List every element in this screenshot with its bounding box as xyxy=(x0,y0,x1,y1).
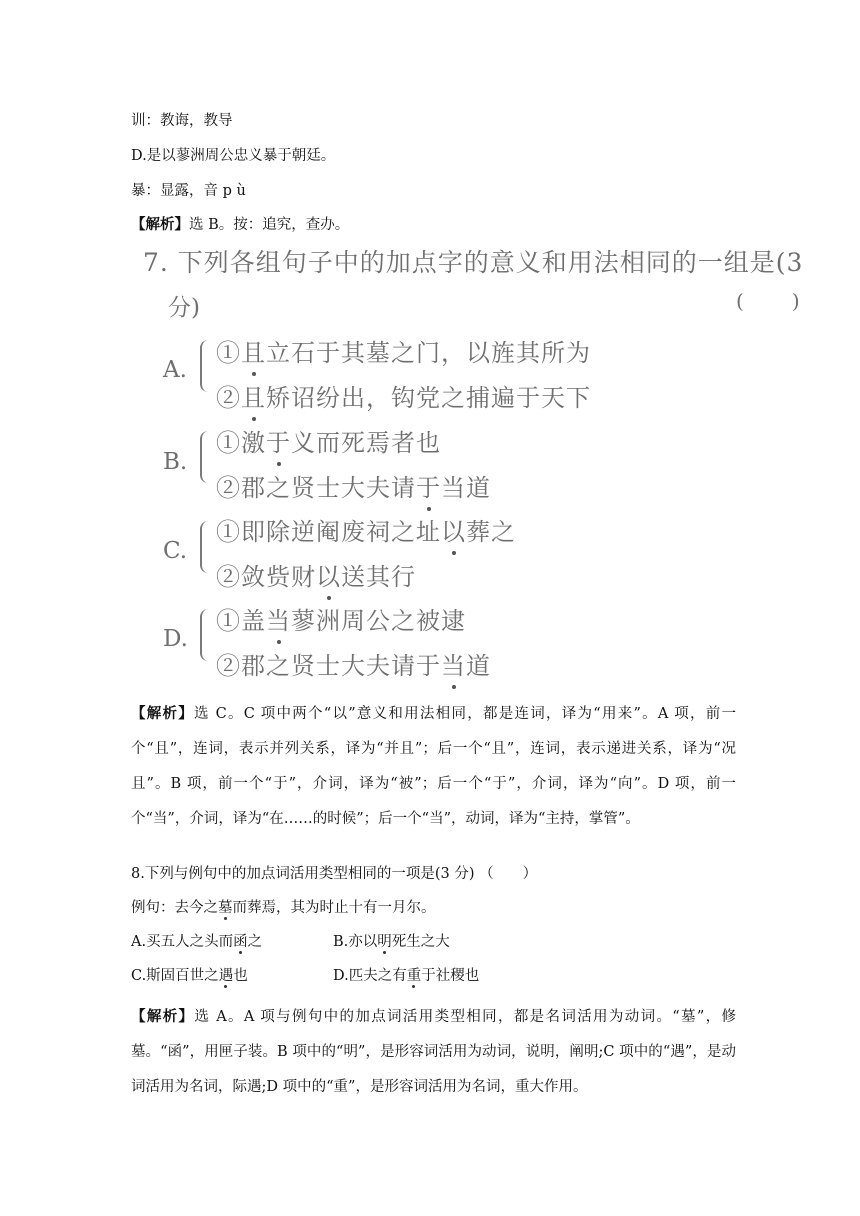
gloss-bao: 暴：显露，音 p ù xyxy=(131,183,246,199)
question-7-score: 分) xyxy=(168,295,200,321)
answer-7 xyxy=(131,696,736,837)
option-letter-c: C. xyxy=(163,538,188,564)
option-a-sentence-1: ①且立石于其墓之门，以旌其所为 xyxy=(216,339,591,367)
option-a-sentence-2: ②且矫诏纷出，钩党之捕遍于天下 xyxy=(216,384,591,412)
answer-tag: 【解析】 xyxy=(131,216,189,233)
answer-text: 选 A。A 项与例句中的加点词活用类型相同，都是名词活用为动词。“墓”，修墓。“函”，用匣子装。B 项中的“明”，是形容词活用为动词，说明，阐明;C 项中的“遇”，是动词活用为名词，际遇;D 项中的“重”，是形容词活用为名词，重大作用。 xyxy=(131,1009,737,1095)
question-8-title: 8.下列与例句中的加点词活用类型相同的一项是(3 分) （ ） xyxy=(131,866,538,882)
option-letter-d: D. xyxy=(163,626,188,652)
q8-option-a: A.买五人之头而函之 xyxy=(131,934,263,950)
answer-text: 选 B。按：追究，查办。 xyxy=(189,217,350,233)
option-brace xyxy=(200,340,212,392)
option-d-sentence-1: ①盖当蓼洲周公之被逮 xyxy=(216,607,466,635)
answer-tag: 【解析】 xyxy=(131,1008,195,1025)
option-b-sentence-2: ②郡之贤士大夫请于当道 xyxy=(216,474,491,502)
option-letter-a: A. xyxy=(163,357,187,383)
option-b-sentence-1: ①激于义而死焉者也 xyxy=(216,429,441,457)
question-8-example: 例句：去今之墓而葬焉，其为时止十有一月尔。 xyxy=(131,900,436,916)
option-d-sentence: D.是以蓼洲周公忠义暴于朝廷。 xyxy=(131,148,336,164)
q8-option-d: D.匹夫之有重于社稷也 xyxy=(333,968,480,984)
option-brace xyxy=(200,431,212,483)
answer-8 xyxy=(131,999,736,1105)
option-c-sentence-2: ②敛赀财以送其行 xyxy=(216,563,416,591)
answer-tag: 【解析】 xyxy=(131,705,195,722)
option-brace xyxy=(200,521,212,573)
gloss-xun: 训：教诲，教导 xyxy=(131,113,233,129)
answer-parentheses: ( ) xyxy=(736,289,800,313)
option-letter-b: B. xyxy=(163,449,188,475)
answer-6 xyxy=(131,215,349,235)
option-d-sentence-2: ②郡之贤士大夫请于当道 xyxy=(216,652,491,680)
q8-option-b: B.亦以明死生之大 xyxy=(333,934,450,950)
q8-option-c: C.斯固百世之遇也 xyxy=(131,968,248,984)
option-brace xyxy=(200,609,212,661)
answer-text: 选 C。C 项中两个“以”意义和用法相同，都是连词，译为“用来”。A 项，前一个“且”，连词，表示并列关系，译为“并且”；后一个“且”，连词，表示递进关系，译为“况且”。B 项，前一个“于”，介词，译为“被”；后一个“于”，介词，译为“向”。D 项，前一个“当”，介词，译为“在……的时候”；后一个“当”，动词，译为“主持，掌管”。 xyxy=(131,706,737,827)
option-c-sentence-1: ①即除逆阉废祠之址以葬之 xyxy=(216,518,516,546)
question-7-title: 7. 下列各组句子中的加点字的意义和用法相同的一组是(3 xyxy=(143,248,804,277)
